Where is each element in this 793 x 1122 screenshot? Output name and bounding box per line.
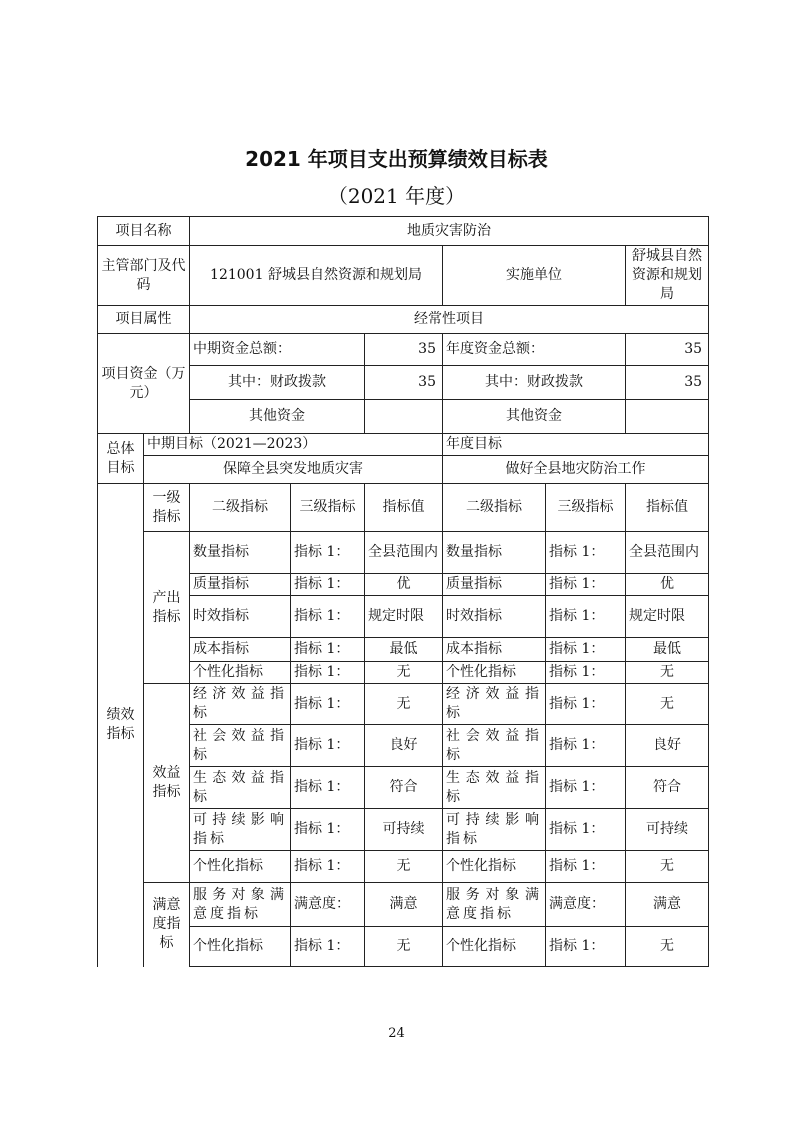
value-mid: 符合	[365, 767, 443, 809]
attribute-label: 项目属性	[98, 306, 190, 334]
l3-mid: 指标 1：	[291, 927, 365, 967]
l3-mid: 指标 1：	[291, 851, 365, 883]
performance-table	[97, 216, 709, 967]
l3-mid: 指标 1：	[291, 684, 365, 725]
l2-year: 可持续影响指标	[443, 809, 546, 851]
l3-mid: 指标 1：	[291, 638, 365, 662]
l3-mid: 指标 1：	[291, 809, 365, 851]
impl-unit-label: 实施单位	[443, 246, 626, 306]
value-year: 最低	[626, 638, 709, 662]
lvl3-header-year: 三级指标	[546, 484, 626, 532]
impl-unit-value: 舒城县自然资源和规划局	[626, 246, 709, 306]
lvl2-header-mid: 二级指标	[190, 484, 291, 532]
year-fiscal-label: 其中：财政拨款	[443, 366, 626, 400]
overall-goal-label: 总体目标	[98, 434, 144, 484]
funds-label: 项目资金（万元）	[98, 334, 190, 434]
l2-mid: 成本指标	[190, 638, 291, 662]
lvl3-header-mid: 三级指标	[291, 484, 365, 532]
value-mid: 满意	[365, 883, 443, 927]
group-name: 产出指标	[144, 532, 190, 684]
value-year: 无	[626, 684, 709, 725]
l3-year: 指标 1：	[546, 532, 626, 574]
value-mid: 无	[365, 851, 443, 883]
page-title: 2021 年项目支出预算绩效目标表	[245, 147, 548, 171]
l3-year: 指标 1：	[546, 684, 626, 725]
l2-year: 服务对象满意度指标	[443, 883, 546, 927]
l2-mid: 数量指标	[190, 532, 291, 574]
l2-mid: 社会效益指标	[190, 725, 291, 767]
l2-year: 生态效益指标	[443, 767, 546, 809]
l3-year: 满意度：	[546, 883, 626, 927]
dept-value: 121001 舒城县自然资源和规划局	[190, 246, 443, 306]
perf-label: 绩效指标	[98, 484, 144, 967]
mid-other-label: 其他资金	[190, 400, 365, 434]
l3-year: 指标 1：	[546, 725, 626, 767]
mid-fiscal-label: 其中：财政拨款	[190, 366, 365, 400]
value-mid: 全县范围内	[365, 532, 443, 574]
lvl1-header: 一级指标	[144, 484, 190, 532]
l3-year: 指标 1：	[546, 638, 626, 662]
l2-mid: 经济效益指标	[190, 684, 291, 725]
value-year: 满意	[626, 883, 709, 927]
year-other-label: 其他资金	[443, 400, 626, 434]
value-header-year: 指标值	[626, 484, 709, 532]
value-mid: 优	[365, 574, 443, 596]
mid-total-label: 中期资金总额：	[190, 334, 365, 366]
mid-total-value: 35	[365, 334, 443, 366]
l2-mid: 生态效益指标	[190, 767, 291, 809]
l3-year: 指标 1：	[546, 574, 626, 596]
l2-year: 经济效益指标	[443, 684, 546, 725]
l2-year: 个性化指标	[443, 927, 546, 967]
l3-mid: 指标 1：	[291, 596, 365, 638]
l3-mid: 指标 1：	[291, 574, 365, 596]
value-year: 可持续	[626, 809, 709, 851]
l2-mid: 时效指标	[190, 596, 291, 638]
value-header-mid: 指标值	[365, 484, 443, 532]
page-subtitle: （2021 年度）	[327, 184, 466, 208]
l2-mid: 个性化指标	[190, 851, 291, 883]
l2-mid: 个性化指标	[190, 927, 291, 967]
l3-mid: 满意度：	[291, 883, 365, 927]
value-mid: 无	[365, 684, 443, 725]
l2-year: 数量指标	[443, 532, 546, 574]
group-name: 满意度指标	[144, 883, 190, 967]
l3-year: 指标 1：	[546, 596, 626, 638]
value-mid: 可持续	[365, 809, 443, 851]
value-mid: 无	[365, 662, 443, 684]
l3-year: 指标 1：	[546, 662, 626, 684]
value-mid: 无	[365, 927, 443, 967]
l2-year: 成本指标	[443, 638, 546, 662]
value-year: 规定时限	[626, 596, 709, 638]
value-year: 无	[626, 927, 709, 967]
year-goal-label: 年度目标	[443, 434, 709, 456]
year-fiscal-value: 35	[626, 366, 709, 400]
mid-goal-label: 中期目标（2021—2023）	[144, 434, 443, 456]
attribute-value: 经常性项目	[190, 306, 709, 334]
l2-mid: 个性化指标	[190, 662, 291, 684]
lvl2-header-year: 二级指标	[443, 484, 546, 532]
group-name: 效益指标	[144, 684, 190, 883]
value-year: 全县范围内	[626, 532, 709, 574]
l3-year: 指标 1：	[546, 767, 626, 809]
value-year: 无	[626, 662, 709, 684]
l3-year: 指标 1：	[546, 927, 626, 967]
project-name-label: 项目名称	[98, 217, 190, 246]
project-name-value: 地质灾害防治	[190, 217, 709, 246]
value-mid: 良好	[365, 725, 443, 767]
value-year: 良好	[626, 725, 709, 767]
year-goal-value: 做好全县地灾防治工作	[443, 456, 709, 484]
l2-year: 时效指标	[443, 596, 546, 638]
value-year: 符合	[626, 767, 709, 809]
l2-year: 个性化指标	[443, 662, 546, 684]
l2-year: 个性化指标	[443, 851, 546, 883]
value-year: 优	[626, 574, 709, 596]
year-other-value	[626, 400, 709, 434]
dept-label: 主管部门及代码	[98, 246, 190, 306]
l3-year: 指标 1：	[546, 851, 626, 883]
l3-mid: 指标 1：	[291, 725, 365, 767]
l2-year: 社会效益指标	[443, 725, 546, 767]
value-mid: 规定时限	[365, 596, 443, 638]
value-year: 无	[626, 851, 709, 883]
year-total-value: 35	[626, 334, 709, 366]
mid-other-value	[365, 400, 443, 434]
l3-mid: 指标 1：	[291, 767, 365, 809]
page-number: 24	[388, 1026, 405, 1041]
value-mid: 最低	[365, 638, 443, 662]
l3-mid: 指标 1：	[291, 532, 365, 574]
mid-goal-value: 保障全县突发地质灾害	[144, 456, 443, 484]
l3-year: 指标 1：	[546, 809, 626, 851]
l2-mid: 质量指标	[190, 574, 291, 596]
mid-fiscal-value: 35	[365, 366, 443, 400]
l3-mid: 指标 1：	[291, 662, 365, 684]
l2-mid: 服务对象满意度指标	[190, 883, 291, 927]
year-total-label: 年度资金总额：	[443, 334, 626, 366]
l2-mid: 可持续影响指标	[190, 809, 291, 851]
l2-year: 质量指标	[443, 574, 546, 596]
